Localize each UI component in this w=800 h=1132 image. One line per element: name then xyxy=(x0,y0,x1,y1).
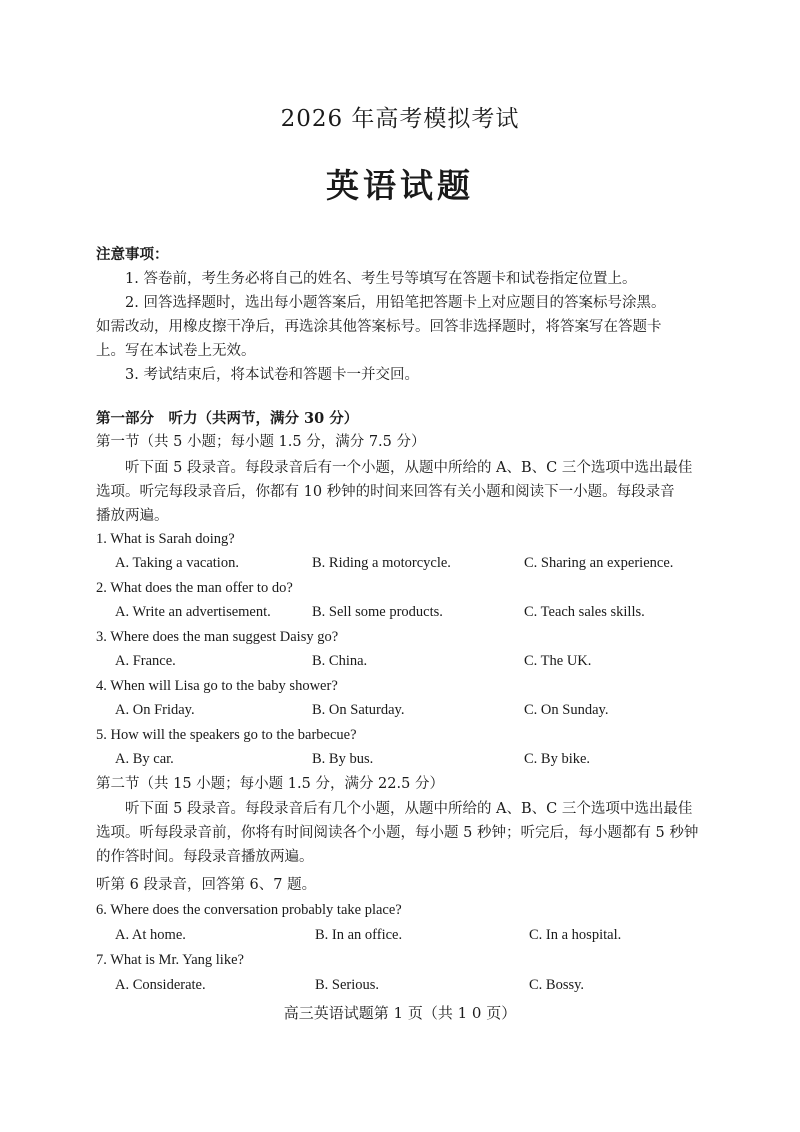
audio-6-instruction: 听第 6 段录音，回答第 6、7 题。 xyxy=(96,877,317,893)
question-2-stem: 2. What does the man offer to do? xyxy=(96,580,293,596)
question-5-stem: 5. How will the speakers go to the barbecue? xyxy=(96,727,357,743)
question-6-stem: 6. Where does the conversation probably take place? xyxy=(96,902,402,918)
question-4-stem: 4. When will Lisa go to the baby shower? xyxy=(96,678,338,694)
question-5-option-a: A. By car. xyxy=(115,751,174,767)
section2-heading: 第二节（共 15 小题；每小题 1.5 分，满分 22.5 分） xyxy=(96,776,444,792)
section1-instr-line-3: 播放两遍。 xyxy=(96,508,169,524)
question-3-option-c: C. The UK. xyxy=(524,653,592,669)
notice-item-1: 1. 答卷前，考生务必将自己的姓名、考生号等填写在答题卡和试卷指定位置上。 xyxy=(125,271,637,287)
notice-item-2-line-1: 2. 回答选择题时，选出每小题答案后，用铅笔把答题卡上对应题目的答案标号涂黑。 xyxy=(125,295,666,311)
section2-instr-line-1: 听下面 5 段录音。每段录音后有几个小题，从题中所给的 A、B、C 三个选项中选出最佳 xyxy=(125,801,693,817)
question-4-option-c: C. On Sunday. xyxy=(524,702,609,718)
section2-instructions xyxy=(96,797,718,869)
question-5-option-c: C. By bike. xyxy=(524,751,591,767)
section2-instr-line-3: 的作答时间。每段录音播放两遍。 xyxy=(96,849,314,865)
section1-instr-line-2: 选项。听完每段录音后，你都有 10 秒钟的时间来回答有关小题和阅读下一小题。每段录音 xyxy=(96,484,675,500)
page-footer: 高三英语试题第 1 页（共 1 0 页） xyxy=(283,1004,517,1022)
question-2-option-b: B. Sell some products. xyxy=(312,604,443,620)
notice-item-2-line-3: 上。写在本试卷上无效。 xyxy=(96,343,256,359)
question-1-option-b: B. Riding a motorcycle. xyxy=(312,555,451,571)
question-1-option-c: C. Sharing an experience. xyxy=(524,555,674,571)
question-7-option-b: B. Serious. xyxy=(315,977,380,993)
question-1-option-a: A. Taking a vacation. xyxy=(115,555,239,571)
question-6-option-c: C. In a hospital. xyxy=(529,927,622,943)
exam-title: 2026 年高考模拟考试 xyxy=(280,106,520,132)
notice-item-2-line-2: 如需改动，用橡皮擦干净后，再选涂其他答案标号。回答非选择题时，将答案写在答题卡 xyxy=(96,319,662,335)
notice-item-3: 3. 考试结束后，将本试卷和答题卡一并交回。 xyxy=(125,367,419,383)
question-4-option-b: B. On Saturday. xyxy=(312,702,405,718)
section1-instructions xyxy=(96,456,718,528)
section1-heading: 第一节（共 5 小题；每小题 1.5 分，满分 7.5 分） xyxy=(96,434,426,450)
section2-instr-line-2: 选项。听每段录音前，你将有时间阅读各个小题，每小题 5 秒钟；听完后，每小题都有 5 秒钟 xyxy=(96,825,699,841)
question-2-option-a: A. Write an advertisement. xyxy=(115,604,271,620)
question-6-option-b: B. In an office. xyxy=(315,927,403,943)
question-2-option-c: C. Teach sales skills. xyxy=(524,604,645,620)
notice-heading: 注意事项： xyxy=(96,246,169,263)
section1-instr-line-1: 听下面 5 段录音。每段录音后有一个小题，从题中所给的 A、B、C 三个选项中选出最佳 xyxy=(125,460,693,476)
question-7-stem: 7. What is Mr. Yang like? xyxy=(96,952,244,968)
question-1-stem: 1. What is Sarah doing? xyxy=(96,531,235,547)
question-3-option-b: B. China. xyxy=(312,653,368,669)
question-5-option-b: B. By bus. xyxy=(312,751,374,767)
question-4-option-a: A. On Friday. xyxy=(115,702,195,718)
question-3-stem: 3. Where does the man suggest Daisy go? xyxy=(96,629,339,645)
subject-title: 英语试题 xyxy=(326,166,474,205)
question-3-option-a: A. France. xyxy=(115,653,176,669)
question-7-option-a: A. Considerate. xyxy=(115,977,206,993)
notice-section xyxy=(96,243,718,387)
question-7-option-c: C. Bossy. xyxy=(529,977,585,993)
question-6-option-a: A. At home. xyxy=(115,927,186,943)
part1-heading: 第一部分 听力（共两节，满分 30 分） xyxy=(96,410,359,427)
